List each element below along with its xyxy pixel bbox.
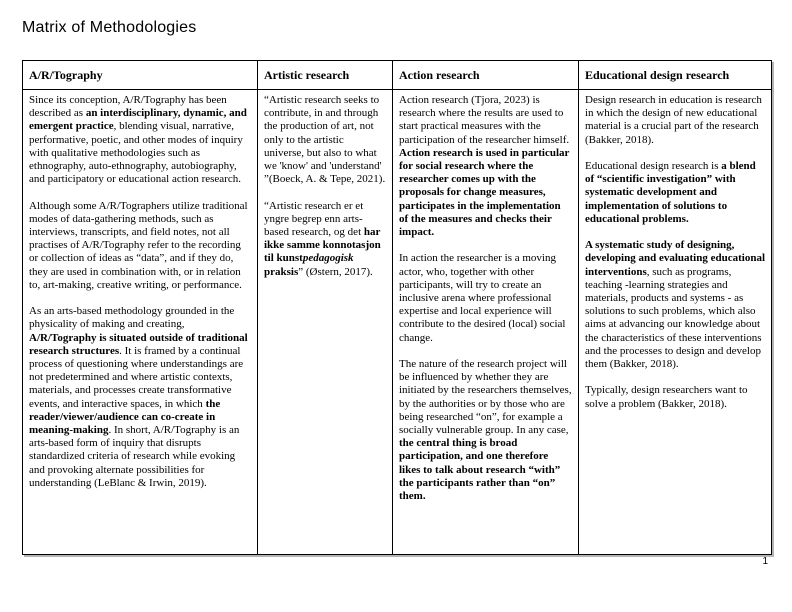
text-run: har ikke samme konnotasjon til kunst: [264, 226, 381, 265]
column-header-educational-design-research: Educational design research: [579, 61, 772, 90]
text-run: . In short, A/R/Tography is an arts-based form of inquiry that disrupts standardized criteria of research while evoking and provoking alternate possibilities for understanding (LeBlanc & Irwin, 2019).: [29, 424, 240, 489]
text-run: A/R/Tography is situated outside of traditional research structures: [29, 331, 248, 357]
paragraph: [399, 94, 572, 239]
text-run: pedagogisk: [302, 252, 354, 265]
text-run: praksis: [264, 265, 299, 278]
text-run: “Artistic research er et yngre begrep enn arts-based research, og det: [264, 199, 364, 239]
text-run: The nature of the research project will be influenced by whether they are initiated by the researchers themselves, by the authorities or by those who are being researched “on”, for example a socially vulnerable group. In any case,: [399, 358, 572, 437]
paragraph: [585, 94, 765, 147]
page-number: 1: [762, 556, 768, 567]
text-run: Design research in education is research in which the design of new educational material is a crucial part of the research (Bakker, 2018).: [585, 94, 762, 146]
text-run: “Artistic research seeks to contribute, in and through the production of art, not only to the artistic universe, but also to what we 'know' and 'understand' ”(Boeck, A. & Tepe, 2021).: [264, 94, 386, 186]
text-run: Educational design research is: [585, 160, 722, 172]
paragraph: [399, 358, 572, 503]
text-run: , blending visual, narrative, performative, poetic, and other modes of inquiry with qualitative methodologies such as ethnography, auto-ethnography, autobiography, and participatory or educational action research.: [29, 120, 243, 186]
text-run: As an arts-based methodology grounded in the physicality of making and creating,: [29, 305, 235, 331]
page-title: Matrix of Methodologies: [22, 19, 197, 36]
text-run: Typically, design researchers want to solve a problem (Bakker, 2018).: [585, 384, 748, 410]
text-run: , such as programs, teaching -learning strategies and materials, products and systems - as solutions to such problems, which also aims at advancing our knowledge about the characteristics of these interventions and the processes to design and develop them (Bakker, 2018).: [585, 265, 762, 371]
paragraph: [29, 94, 251, 186]
text-run: the reader/viewer/audience can co-create in meaning-making: [29, 397, 221, 437]
column-header-action-research: Action research: [393, 61, 579, 90]
cell-educational-design-research: [579, 90, 772, 555]
methodologies-table: [22, 60, 772, 555]
text-run: a blend of “scientific investigation” with systematic development and implementation of solutions to educational problems.: [585, 160, 756, 225]
cell-artography: [23, 90, 258, 555]
text-run: Although some A/R/Tographers utilize traditional modes of data-gathering methods, such as interviews, transcripts, and field notes, not all practises of A/R/Tography refer to the recording or collection of ideas as “data”, and if they do, they are used in combination with, or in relation to, art-making, creative writing, or performance.: [29, 199, 248, 291]
column-header-artography: A/R/Tography: [23, 61, 258, 90]
paragraph: [264, 200, 386, 279]
text-run: . It is framed by a continual process of questioning where understandings are not predetermined and where artistic contexts, materials, and processes create transformative events, and interactive spaces, in which: [29, 344, 244, 410]
paragraph: [264, 94, 386, 186]
text-run: Action research is used in particular for social research where the researcher comes up with the proposals for change measures, participates in the implementation of the measures and checks their impact.: [399, 146, 570, 239]
paragraph: [29, 200, 251, 292]
cell-action-research: [393, 90, 579, 555]
column-header-artistic-research: Artistic research: [258, 61, 393, 90]
cell-artistic-research: [258, 90, 393, 555]
text-run: Since its conception, A/R/Tography has been described as: [29, 94, 227, 120]
table-body-row: [23, 90, 772, 555]
paragraph: [585, 384, 765, 410]
paragraph: [29, 305, 251, 490]
paragraph: [585, 160, 765, 226]
text-run: the central thing is broad participation, and one therefore likes to talk about research “with” the participants rather than “on” them.: [399, 437, 561, 503]
text-run: A systematic study of designing, developing and evaluating educational interventions: [585, 239, 766, 278]
text-run: an interdisciplinary, dynamic, and emergent practice: [29, 107, 247, 133]
text-run: In action the researcher is a moving actor, who, together with other participants, will try to create an inclusive arena where professional expertise and local experience will contribute to the desired (local) social change.: [399, 252, 566, 344]
text-run: Action research (Tjora, 2023) is research where the results are used to start practical measures with the participation of the researcher himself.: [399, 94, 570, 146]
paragraph: [585, 239, 765, 371]
paragraph: [399, 252, 572, 344]
text-run: ” (Østern, 2017).: [298, 265, 373, 278]
table-header-row: [23, 61, 772, 90]
